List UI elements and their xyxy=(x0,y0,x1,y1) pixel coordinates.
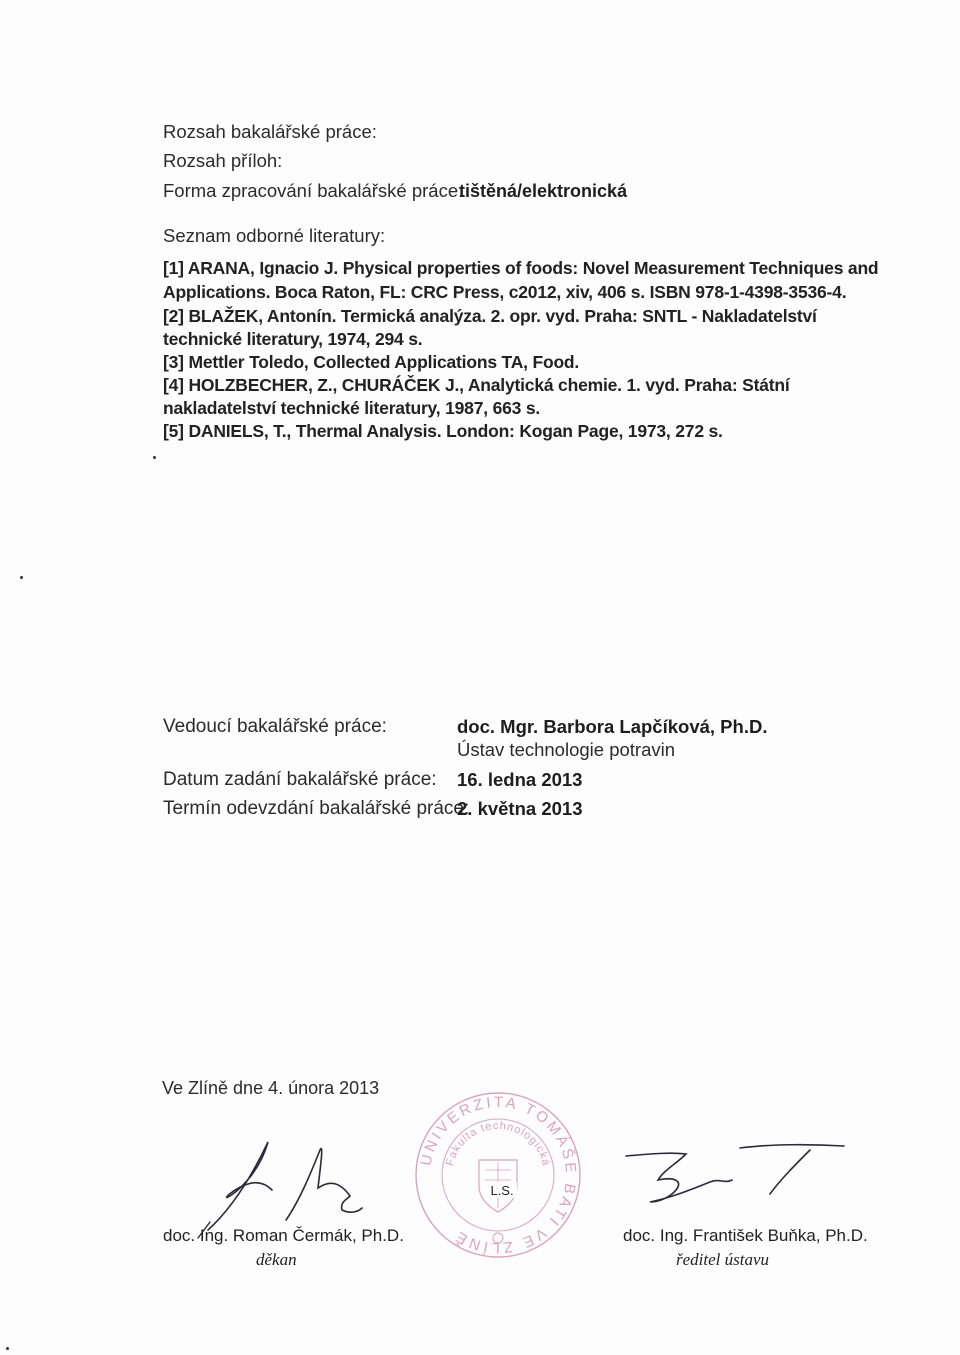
reference-line: [1] ARANA, Ignacio J. Physical properties of foods: Novel Measurement Techniques and xyxy=(163,258,879,278)
deadline-date: 2. května 2013 xyxy=(457,798,583,819)
university-stamp-icon xyxy=(413,1090,583,1260)
reference-line: nakladatelství technické literatury, 1987, 663 s. xyxy=(163,398,541,418)
director-role: ředitel ústavu xyxy=(676,1250,770,1269)
stamp-outer-text: UNIVERZITA TOMÁŠE BATI VE ZLÍNĚ xyxy=(417,1093,580,1257)
dean-role: děkan xyxy=(256,1250,297,1269)
scope-label: Rozsah bakalářské práce: xyxy=(163,121,377,142)
supervisor-label: Vedoucí bakalářské práce: xyxy=(163,716,387,737)
form-label: Forma zpracování bakalářské práce: xyxy=(163,180,464,201)
scan-mark xyxy=(153,456,156,459)
reference-line: Applications. Boca Raton, FL: CRC Press, c2012, xiv, 406 s. ISBN 978-1-4398-3536-4. xyxy=(163,282,847,302)
stamp-ls-text: L.S. xyxy=(490,1183,514,1198)
literature-label: Seznam odborné literatury: xyxy=(163,225,386,246)
appendix-label: Rozsah příloh: xyxy=(163,150,283,171)
assigned-date: 16. ledna 2013 xyxy=(457,769,583,790)
director-name: doc. Ing. František Buňka, Ph.D. xyxy=(623,1226,868,1245)
reference-line: technické literatury, 1974, 294 s. xyxy=(163,329,423,349)
dean-signature-icon xyxy=(190,1130,390,1240)
reference-line: [4] HOLZBECHER, Z., CHURÁČEK J., Analytická chemie. 1. vyd. Praha: Státní xyxy=(163,375,790,395)
supervisor-name: doc. Mgr. Barbora Lapčíková, Ph.D. xyxy=(457,716,768,737)
scan-mark xyxy=(20,576,23,579)
stamp-inner-text: Fakulta technologická xyxy=(443,1119,553,1168)
dean-name: doc. Ing. Roman Čermák, Ph.D. xyxy=(163,1226,404,1245)
reference-line: [2] BLAŽEK, Antonín. Termická analýza. 2. opr. vyd. Praha: SNTL - Nakladatelství xyxy=(163,306,817,326)
assigned-label: Datum zadání bakalářské práce: xyxy=(163,769,437,790)
form-value: tištěná/elektronická xyxy=(459,181,628,201)
deadline-label: Termín odevzdání bakalářské práce: xyxy=(163,798,470,819)
place-date: Ve Zlíně dne 4. února 2013 xyxy=(162,1078,380,1098)
supervisor-department: Ústav technologie potravin xyxy=(457,739,676,760)
director-signature-icon xyxy=(620,1140,850,1220)
reference-line: [3] Mettler Toledo, Collected Applications TA, Food. xyxy=(163,352,580,372)
scan-mark xyxy=(6,1347,9,1350)
reference-line: [5] DANIELS, T., Thermal Analysis. London: Kogan Page, 1973, 272 s. xyxy=(163,421,723,441)
